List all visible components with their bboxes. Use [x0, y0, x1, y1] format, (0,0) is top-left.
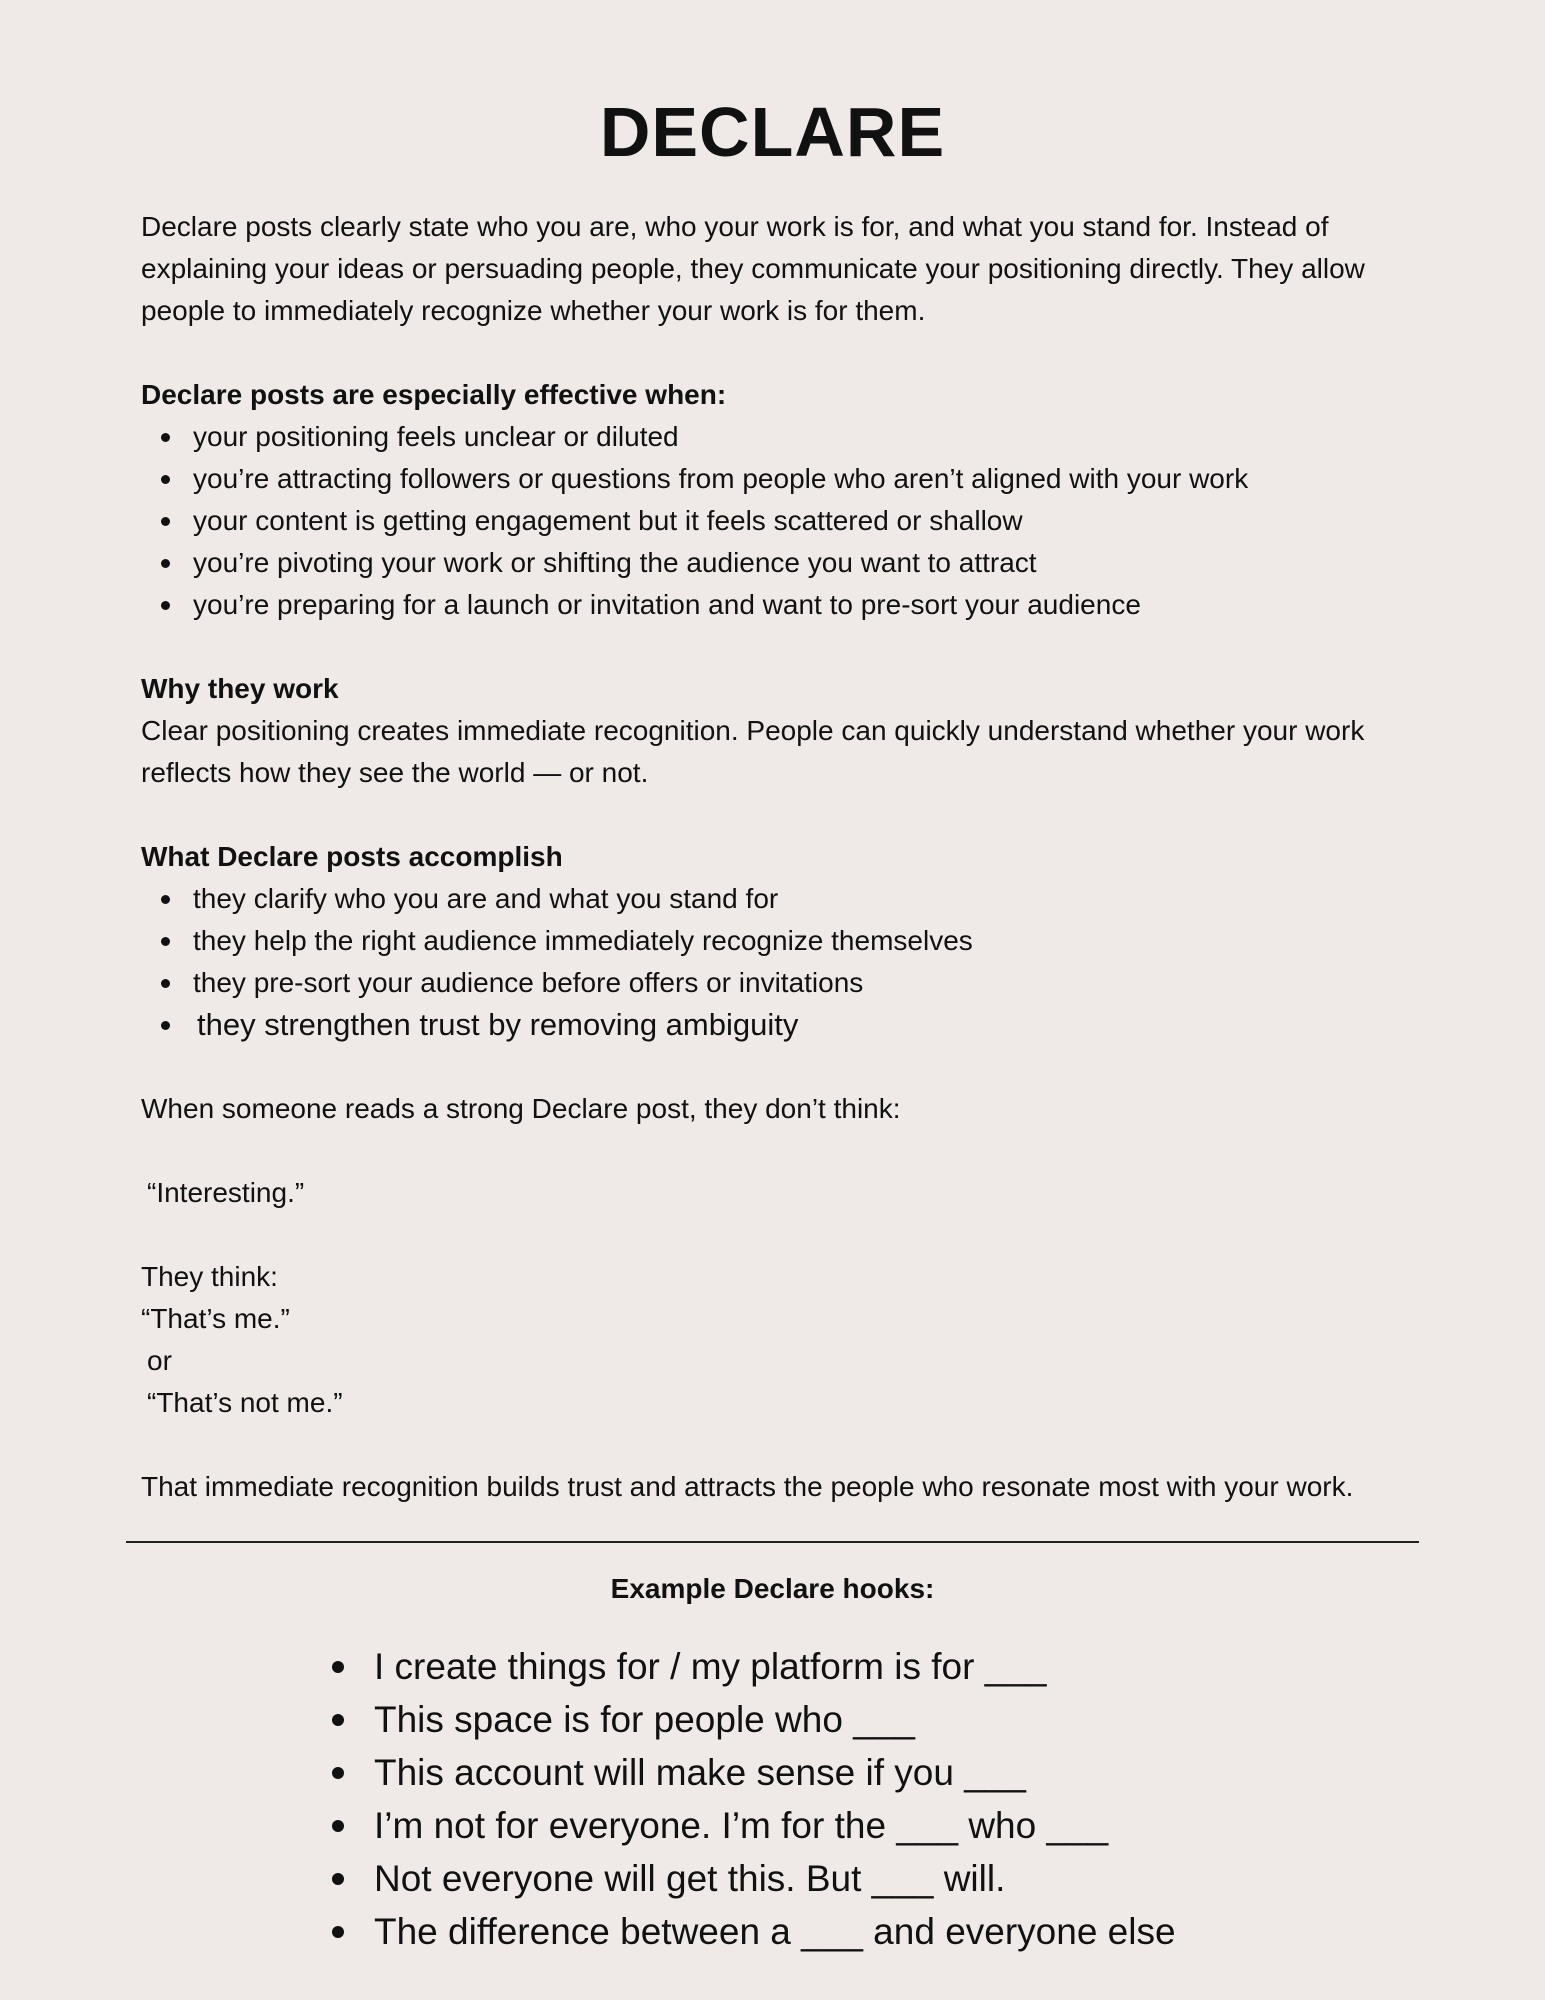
list-item: they pre-sort your audience before offers or invitations	[141, 962, 1411, 1004]
section-divider	[126, 1541, 1419, 1543]
why-paragraph: Clear positioning creates immediate recognition. People can quickly understand whether your work reflects how they see the world — or not.	[141, 715, 1365, 788]
page-title: DECLARE	[599, 93, 946, 171]
quote-thats-me: “That’s me.”	[141, 1303, 290, 1334]
they-think-text: They think:	[141, 1261, 278, 1292]
reaction-lead: When someone reads a strong Declare post, they don’t think:	[141, 1093, 901, 1124]
example-hook: I create things for / my platform is for ___	[330, 1640, 1430, 1693]
why-heading: Why they work	[141, 673, 339, 704]
spacer	[141, 1424, 1411, 1466]
effective-heading: Declare posts are especially effective when:	[141, 379, 727, 410]
intro-paragraph: Declare posts clearly state who you are, who your work is for, and what you stand for. Instead of explaining your ideas or persuading people, they communicate your positioning directly. They allow people to immediately recognize whether your work is for them.	[141, 211, 1365, 326]
closing-paragraph: That immediate recognition builds trust and attracts the people who resonate most with your work.	[141, 1471, 1354, 1502]
spacer	[141, 626, 1411, 668]
list-item: your content is getting engagement but it feels scattered or shallow	[141, 500, 1411, 542]
list-item: you’re preparing for a launch or invitation and want to pre-sort your audience	[141, 584, 1411, 626]
main-content	[141, 206, 1411, 1508]
list-item: you’re pivoting your work or shifting the audience you want to attract	[141, 542, 1411, 584]
example-hook: I’m not for everyone. I’m for the ___ who ___	[330, 1799, 1430, 1852]
example-hook: The difference between a ___ and everyone else	[330, 1905, 1430, 1958]
quote-thats-not-me: “That’s not me.”	[147, 1387, 343, 1418]
example-hook: This account will make sense if you ___	[330, 1746, 1430, 1799]
list-item: they strengthen trust by removing ambiguity	[141, 1004, 1411, 1046]
examples-section	[330, 1640, 1430, 1958]
spacer	[141, 1214, 1411, 1256]
accomplish-list	[141, 878, 1411, 1046]
example-hook: Not everyone will get this. But ___ will.	[330, 1852, 1430, 1905]
example-hook: This space is for people who ___	[330, 1693, 1430, 1746]
or-text: or	[147, 1345, 172, 1376]
list-item: they clarify who you are and what you stand for	[141, 878, 1411, 920]
spacer	[141, 1046, 1411, 1088]
effective-list	[141, 416, 1411, 626]
spacer	[141, 332, 1411, 374]
examples-heading: Example Declare hooks:	[610, 1573, 935, 1604]
spacer	[141, 1130, 1411, 1172]
accomplish-heading: What Declare posts accomplish	[141, 841, 563, 872]
examples-list	[330, 1640, 1430, 1958]
spacer	[141, 794, 1411, 836]
list-item: they help the right audience immediately recognize themselves	[141, 920, 1411, 962]
quote-interesting: “Interesting.”	[147, 1177, 305, 1208]
list-item: your positioning feels unclear or diluted	[141, 416, 1411, 458]
list-item: you’re attracting followers or questions from people who aren’t aligned with your work	[141, 458, 1411, 500]
